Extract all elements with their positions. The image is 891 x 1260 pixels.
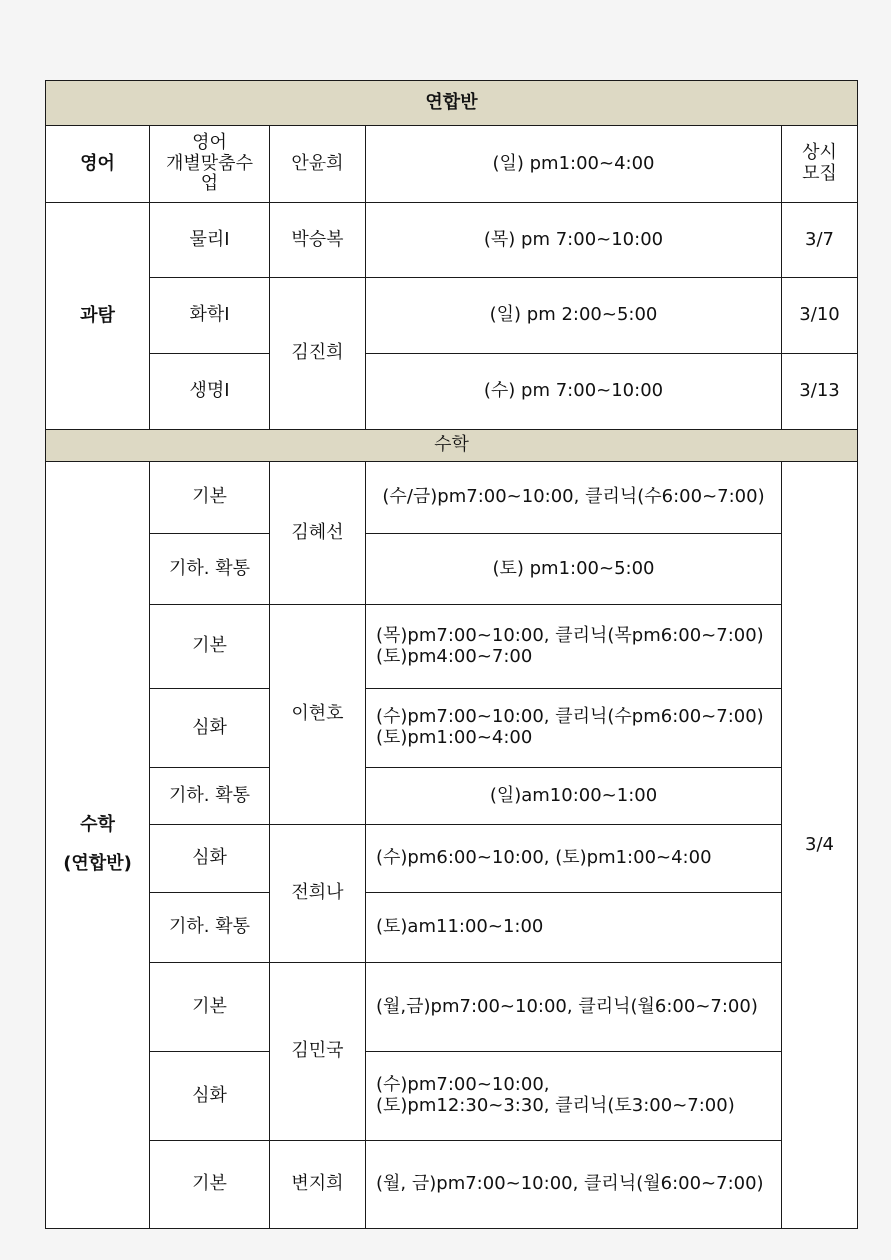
class-time: (일) pm 2:00~5:00 [366,278,782,354]
class-name: 기하. 확통 [150,534,270,605]
table-row [46,203,858,278]
subject-math [46,462,150,1229]
time-line: (토)pm1:00~4:00 [376,727,533,748]
class-time: (월, 금)pm7:00~10:00, 클리닉(월6:00~7:00) [366,1141,782,1229]
subject-english: 영어 [46,126,150,203]
class-time [366,605,782,689]
teacher-name: 김혜선 [270,462,366,605]
class-time: (목) pm 7:00~10:00 [366,203,782,278]
class-time: (일) pm1:00~4:00 [366,126,782,203]
teacher-name: 안윤희 [270,126,366,203]
start-date: 3/4 [782,462,858,1229]
table-row [46,278,858,354]
time-line: (수)pm7:00~10:00, [376,1074,550,1096]
table-row [46,605,858,689]
start-date: 3/7 [782,203,858,278]
table-row [46,689,858,768]
table-title: 연합반 [46,81,858,126]
table-row [46,963,858,1052]
class-time: (일)am10:00~1:00 [366,768,782,825]
teacher-name: 변지희 [270,1141,366,1229]
section-header-row [46,430,858,462]
table-row [46,1052,858,1141]
class-name: 기하. 확통 [150,893,270,963]
subject-science: 과탐 [46,203,150,430]
table-row [46,462,858,534]
schedule-table [45,80,858,1229]
class-time: (토) pm1:00~5:00 [366,534,782,605]
table-row [46,768,858,825]
teacher-name: 김진희 [270,278,366,430]
time-line: (토)pm4:00~7:00 [376,645,533,667]
class-name: 기본 [150,462,270,534]
class-line: 개별맞춤수 [166,152,253,174]
class-name: 심화 [150,689,270,768]
class-time: (월,금)pm7:00~10:00, 클리닉(월6:00~7:00) [366,963,782,1052]
status-line: 상시 [802,142,837,164]
table-row [46,893,858,963]
class-line: 영어 [192,131,227,153]
time-line: (수)pm7:00~10:00, 클리닉(수pm6:00~7:00) [376,706,764,728]
class-name: 생명I [150,354,270,430]
teacher-name: 이현호 [270,605,366,825]
table-row [46,1141,858,1229]
class-name: 물리I [150,203,270,278]
class-name: 기본 [150,605,270,689]
class-line: 업 [200,173,219,195]
start-date: 3/13 [782,354,858,430]
table-row [46,126,858,203]
class-time: (수)pm6:00~10:00, (토)pm1:00~4:00 [366,825,782,893]
teacher-name: 전희나 [270,825,366,963]
section-header-math: 수학 [46,430,858,462]
table-row [46,825,858,893]
class-time [366,689,782,768]
teacher-name: 김민국 [270,963,366,1141]
class-name: 심화 [150,1052,270,1141]
start-date: 3/10 [782,278,858,354]
class-time: (토)am11:00~1:00 [366,893,782,963]
class-time: (수) pm 7:00~10:00 [366,354,782,430]
class-name [150,126,270,203]
subject-line: (연합반) [63,853,132,874]
class-time: (수/금)pm7:00~10:00, 클리닉(수6:00~7:00) [366,462,782,534]
class-name: 화학I [150,278,270,354]
start-status [782,126,858,203]
title-row [46,81,858,126]
class-name: 기본 [150,963,270,1052]
status-line: 모집 [802,163,837,184]
class-time [366,1052,782,1141]
subject-line: 수학 [80,814,115,836]
class-name: 심화 [150,825,270,893]
teacher-name: 박승복 [270,203,366,278]
class-name: 기하. 확통 [150,768,270,825]
time-line: (목)pm7:00~10:00, 클리닉(목pm6:00~7:00) [376,624,764,646]
table-row [46,354,858,430]
time-line: (토)pm12:30~3:30, 클리닉(토3:00~7:00) [376,1095,735,1116]
table-row [46,534,858,605]
class-name: 기본 [150,1141,270,1229]
